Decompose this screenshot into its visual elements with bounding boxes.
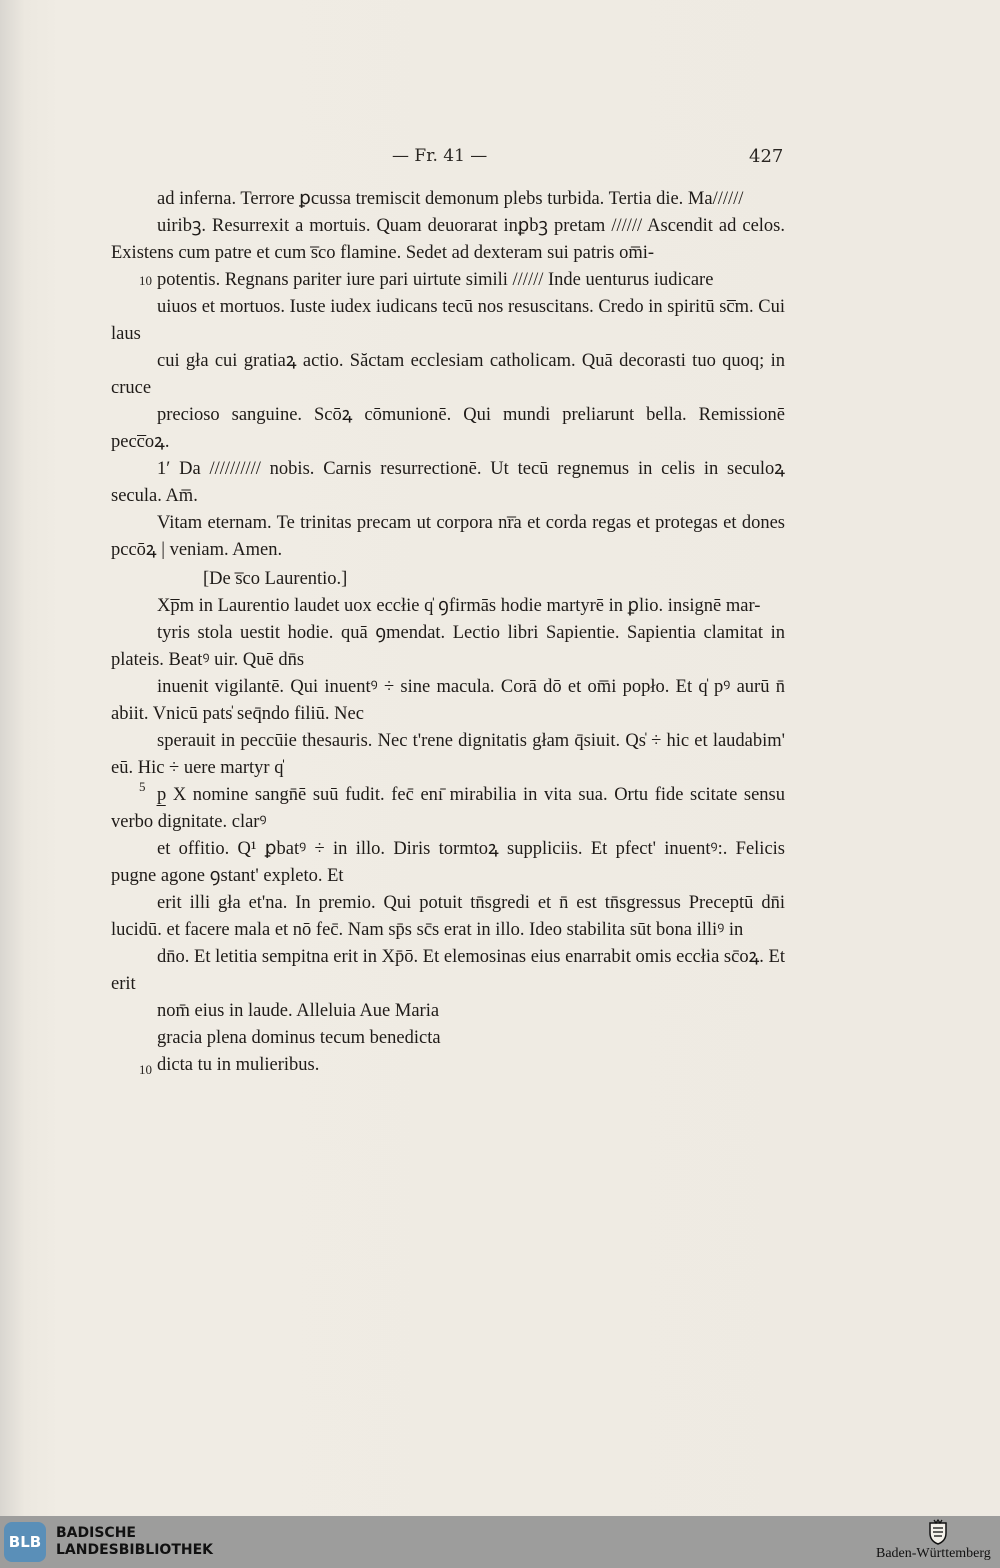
- text-paragraph: uiribꝫ. Resurrexit a mortuis. Quam deuorarat inꝑbꝫ pretam ////// Ascendit ad celos. Existens cum patre et cum s̅co flamine. Sedet ad dexteram sui patris om̅i-: [111, 216, 785, 263]
- blb-logo[interactable]: BLB: [4, 1522, 46, 1562]
- text-paragraph: et offitio. Q¹ ꝑbatꝰ ÷ in illo. Diris tormtoꝝ suppliciis. Et pfect' inuentꝰ:. Felicis pugne agone ꝯstant' expleto. Et: [111, 839, 785, 886]
- text-paragraph: Xp̅m in Laurentio laudet uox eccłie q̍ ꝯfirmās hodie martyrē in ꝑlio. insignē mar-: [157, 596, 761, 616]
- text-paragraph: uiuos et mortuos. Iuste iudex iudicans tecū nos resuscitans. Credo in spiritū sc̅m. Cui laus: [111, 297, 785, 344]
- text-paragraph: cui gła cui gratiaꝝ actio. Săctam ecclesiam catholicam. Quā decorasti tuo quoq; in cruce: [111, 351, 785, 398]
- text-paragraph: dicta tu in mulieribus.: [157, 1055, 320, 1075]
- text-paragraph: inuenit vigilantē. Qui inuentꝰ ÷ sine macula. Corā dō et om̅i popło. Et q̍ pꝰ aurū n̄ abiit. Vnicū pats̍ seq̄ndo filiū. Nec: [111, 677, 785, 724]
- text-paragraph: 1′ Da ////////// nobis. Carnis resurrectionē. Ut tecū regnemus in celis in seculoꝝ secula. Am̅.: [111, 459, 785, 506]
- text-paragraph: ad inferna. Terrore ꝑcussa tremiscit demonum plebs turbida. Tertia die. Ma//////: [157, 189, 744, 209]
- coat-of-arms-icon: [927, 1519, 949, 1545]
- text-paragraph: nom̄ eius in laude. Alleluia Aue Maria: [157, 1001, 440, 1021]
- library-name-line: LANDESBIBLIOTHEK: [56, 1542, 214, 1558]
- text-paragraph: dn̄o. Et letitia sempitna erit in Xp̄ō. Et elemosinas eius enarrabit omis eccłia sc̄oꝝ. Et erit: [111, 947, 785, 994]
- text-paragraph: tyris stola uestit hodie. quā ꝯmendat. Lectio libri Sapientie. Sapientia clamitat in plateis. Beatꝰ uir. Quē dn̄s: [111, 623, 785, 670]
- text-paragraph: potentis. Regnans pariter iure pari uirtute simili ////// Inde uenturus iudicare: [157, 270, 714, 290]
- text-body: [111, 186, 785, 1079]
- line-number: 10: [139, 1062, 152, 1077]
- text-paragraph: precioso sanguine. Scōꝝ cōmunionē. Qui mundi preliarunt bella. Remissionē pecc̅oꝝ.: [111, 405, 785, 452]
- line-number: 10: [139, 273, 152, 288]
- text-paragraph: erit illi gła et'na. In premio. Qui potuit tn̄sgredi et n̄ est tn̄sgressus Preceptū dn̄i lucidū. et facere mala et nō fec̄. Nam sp̄s sc̄s erat in illo. Ideo stabilita sūt bona illiꝰ in: [111, 893, 785, 940]
- partner-name[interactable]: Baden-Württemberg: [876, 1546, 991, 1561]
- library-name[interactable]: [56, 1525, 213, 1559]
- text-paragraph: sperauit in peccūie thesauris. Nec t'rene dignitatis głam q̄siuit. Qs̍ ÷ hic et laudabim' eū. Hic ÷ uere martyr q̍: [111, 731, 785, 778]
- text-paragraph: Vitam eternam. Te trinitas precam ut corpora nr̅a et corda regas et protegas et dones pccōꝝ | veniam. Amen.: [111, 513, 785, 560]
- viewer-footer-bar: [0, 1516, 1000, 1568]
- text-paragraph: gracia plena dominus tecum benedicta: [157, 1028, 441, 1048]
- running-title: — Fr. 41 —: [392, 146, 488, 166]
- text-paragraph: p̲ X nomine sangn̄ē suū fudit. fec̄ enı̄ mirabilia in vita sua. Ortu fide scitate sensu verbo dignitate. clarꝰ: [111, 785, 785, 832]
- section-heading: [De s̅co Laurentio.]: [203, 569, 348, 589]
- page-number: 427: [749, 146, 784, 167]
- line-number: 5: [139, 779, 146, 794]
- library-name-line: BADISCHE: [56, 1525, 136, 1541]
